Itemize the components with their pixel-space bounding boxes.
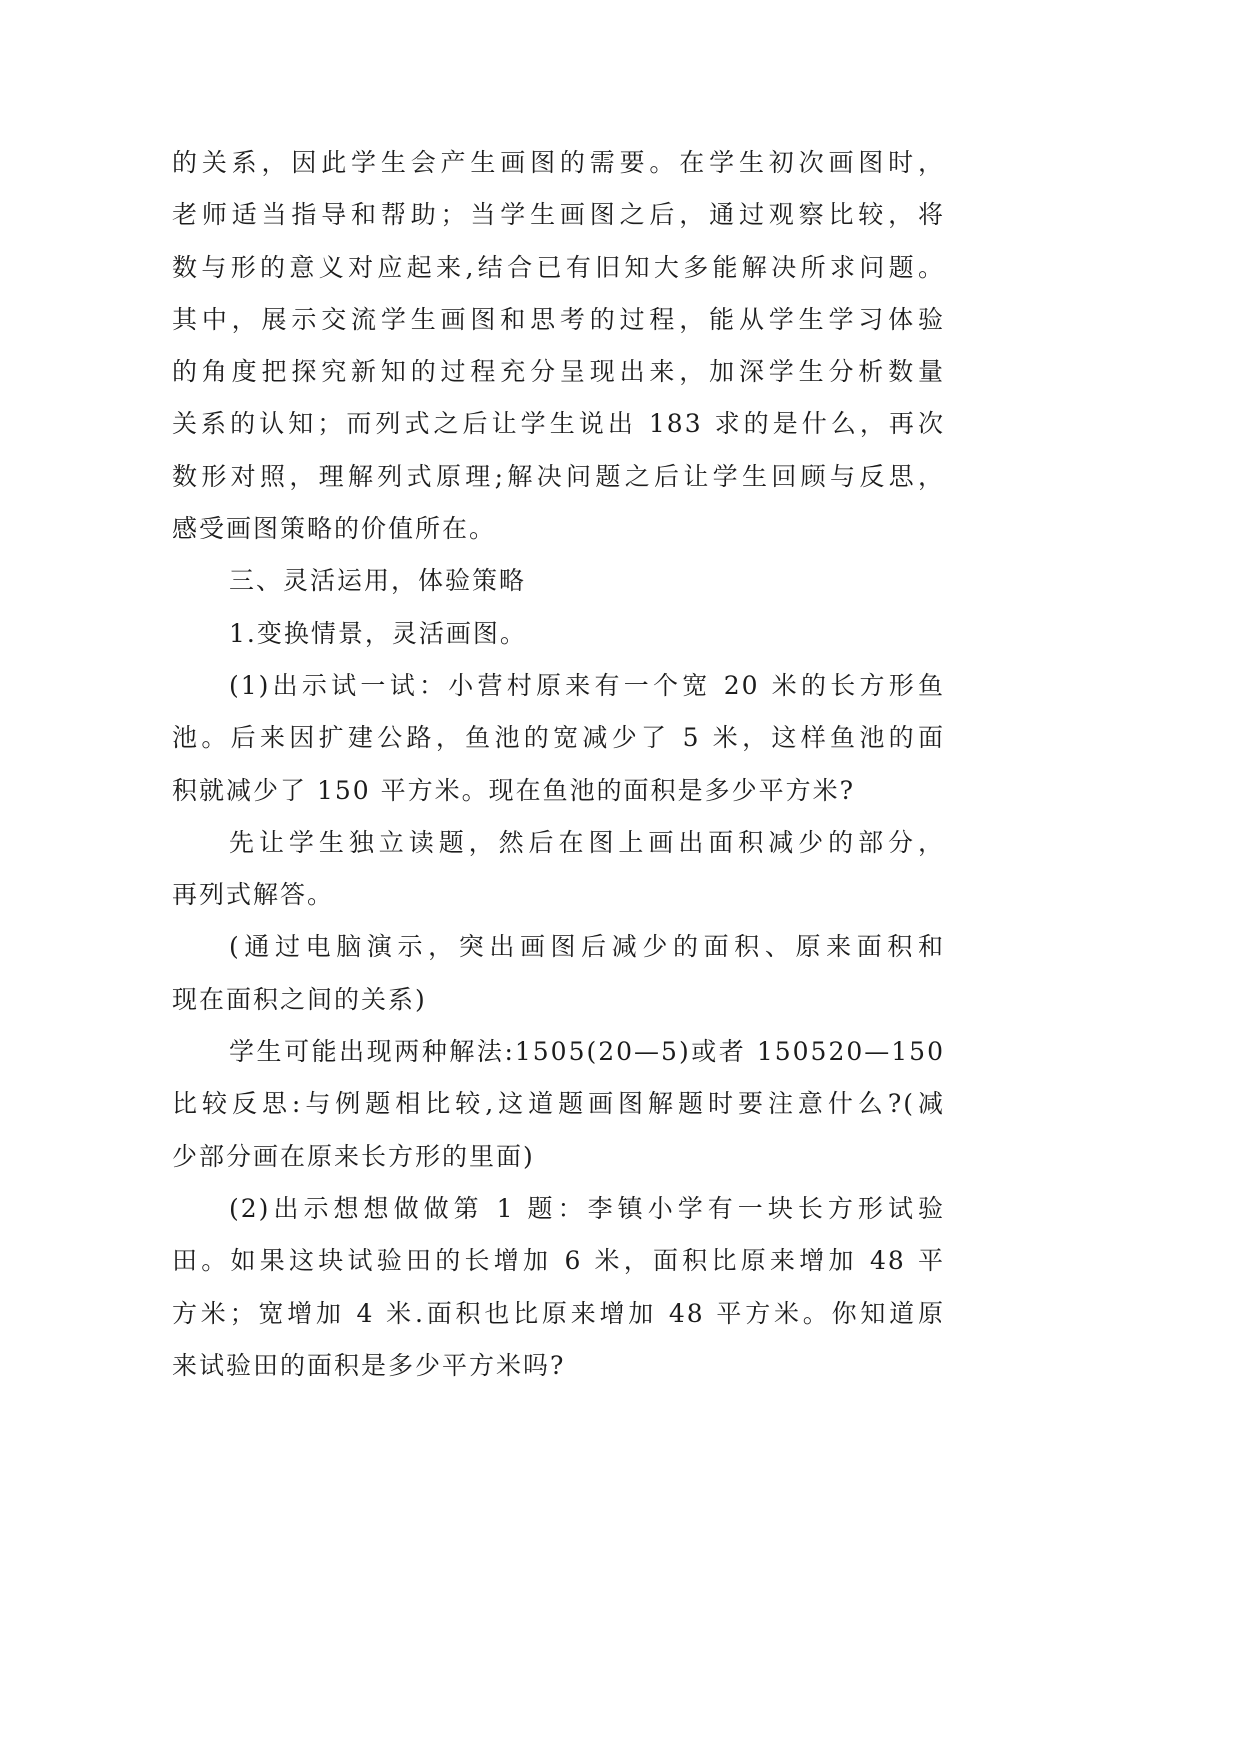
text-line: 积就减少了 150 平方米。现在鱼池的面积是多少平方米? xyxy=(172,775,856,805)
text-line: 来试验田的面积是多少平方米吗? xyxy=(172,1350,566,1380)
text-line: 方米；宽增加 4 米.面积也比原来增加 48 平方米。你知道原 xyxy=(172,1298,945,1328)
text-line: 的关系，因此学生会产生画图的需要。在学生初次画图时， xyxy=(172,148,945,177)
text-line: 比较反思:与例题相比较,这道题画图解题时要注意什么?(减 xyxy=(172,1089,945,1119)
text-line: (1)出示试一试：小营村原来有一个宽 20 米的长方形鱼 xyxy=(229,670,945,700)
paragraph xyxy=(172,817,945,922)
text-line: 老师适当指导和帮助；当学生画图之后，通过观察比较，将 xyxy=(172,200,945,230)
text-line: 数形对照，理解列式原理;解决问题之后让学生回顾与反思， xyxy=(172,461,945,491)
paragraph xyxy=(172,1183,945,1392)
paragraph xyxy=(172,660,945,817)
body-text xyxy=(172,137,945,1392)
text-line: 数与形的意义对应起来,结合已有旧知大多能解决所求问题。 xyxy=(172,252,945,282)
text-line: (2)出示想想做做第 1 题：李镇小学有一块长方形试验 xyxy=(229,1193,945,1223)
section-heading xyxy=(172,555,945,607)
heading-line: 1.变换情景，灵活画图。 xyxy=(229,618,527,648)
text-line: 少部分画在原来长方形的里面) xyxy=(172,1141,535,1171)
heading-line: 三、灵活运用，体验策略 xyxy=(229,566,527,596)
subsection-heading xyxy=(172,608,945,660)
text-line: 感受画图策略的价值所在。 xyxy=(172,514,497,544)
text-line: 现在面积之间的关系) xyxy=(172,984,427,1014)
text-line: 学生可能出现两种解法:1505(20—5)或者 150520—150 xyxy=(229,1037,945,1067)
text-line: 先让学生独立读题，然后在图上画出面积减少的部分， xyxy=(229,827,945,857)
text-line: 池。后来因扩建公路，鱼池的宽减少了 5 米，这样鱼池的面 xyxy=(172,723,945,753)
text-line: 再列式解答。 xyxy=(172,880,335,910)
text-line: 的角度把探究新知的过程充分呈现出来，加深学生分析数量 xyxy=(172,357,945,387)
text-line: 其中，展示交流学生画图和思考的过程，能从学生学习体验 xyxy=(172,304,945,334)
paragraph xyxy=(172,921,945,1026)
text-line: 关系的认知；而列式之后让学生说出 183 求的是什么，再次 xyxy=(172,409,945,439)
text-line: (通过电脑演示，突出画图后减少的面积、原来面积和 xyxy=(229,932,945,962)
text-line: 田。如果这块试验田的长增加 6 米，面积比原来增加 48 平 xyxy=(172,1246,945,1276)
paragraph xyxy=(172,1026,945,1183)
paragraph-continued xyxy=(172,137,945,555)
